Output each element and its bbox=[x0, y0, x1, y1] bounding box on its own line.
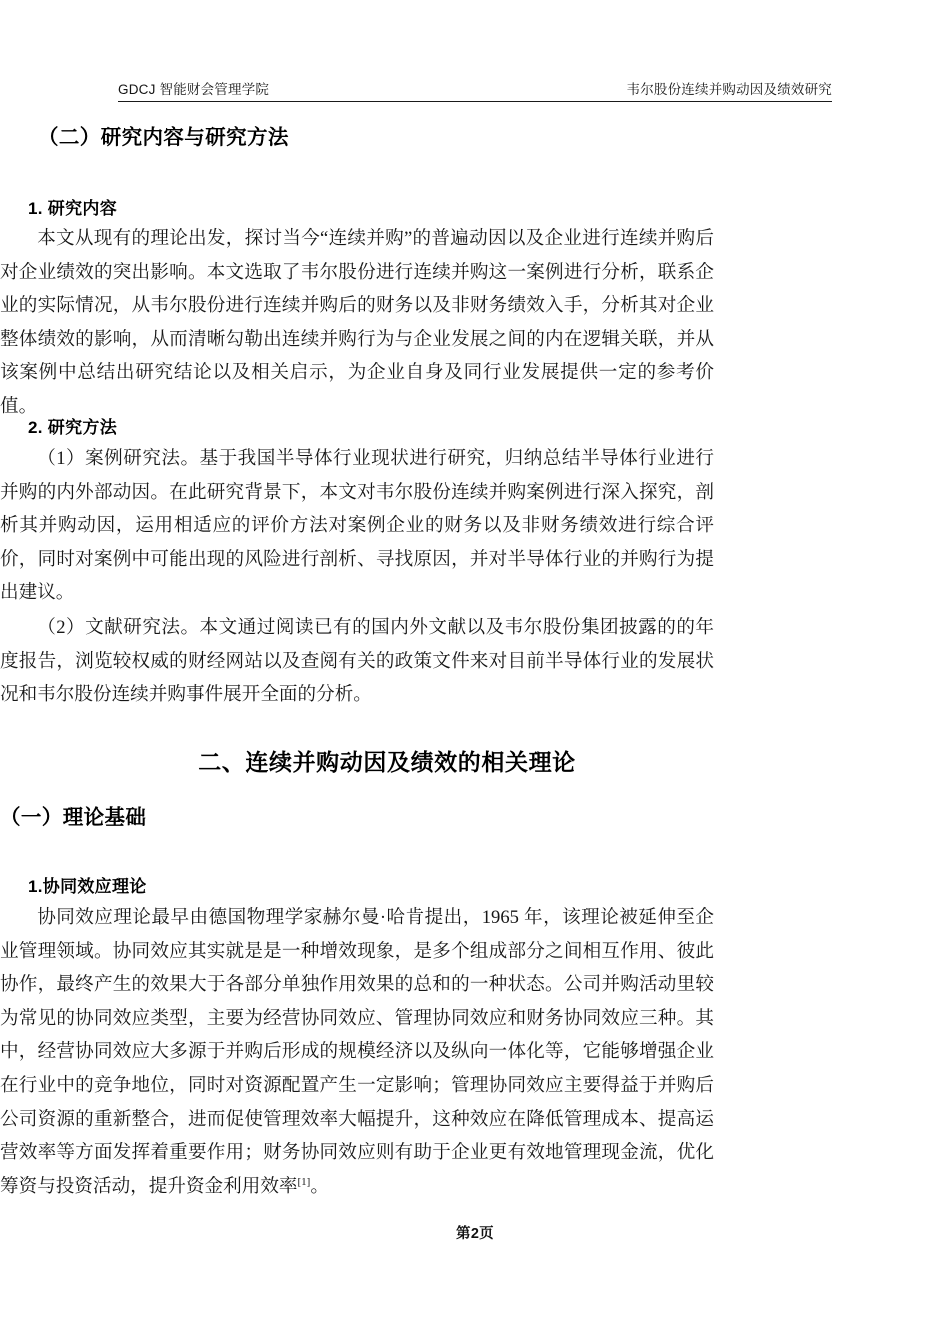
page-footer bbox=[0, 1222, 950, 1243]
paragraph-synergy-theory-text: 协同效应理论最早由德国物理学家赫尔曼·哈肯提出，1965 年，该理论被延伸至企业管理领域。协同效应其实就是是一种增效现象，是多个组成部分之间相互作用、彼此协作，最终产生的效果大于各部分单独作用效果的总和的一种状态。公司并购活动里较为常见的协同效应类型，主要为经营协同效应、管理协同效应和财务协同效应三种。其中，经营协同效应大多源于并购后形成的规模经济以及纵向一体化等，它能够增强企业在行业中的竞争地位，同时对资源配置产生一定影响；管理协同效应主要得益于并购后公司资源的重新整合，进而促使管理效率大幅提升，这种效应在降低管理成本、提高运营效率等方面发挥着重要作用；财务协同效应则有助于企业更有效地管理现金流，优化筹资与投资活动，提升资金利用效率 bbox=[0, 907, 714, 1197]
paragraph-synergy-theory bbox=[0, 901, 714, 1203]
section-heading-research-content-methods: （二）研究内容与研究方法 bbox=[38, 126, 289, 149]
subheading-research-methods: 2. 研究方法 bbox=[28, 418, 118, 437]
header-divider-rule bbox=[118, 101, 832, 102]
page-number-label: 第2页 bbox=[456, 1226, 494, 1242]
paragraph-research-content: 本文从现有的理论出发，探讨当今“连续并购”的普遍动因以及企业进行连续并购后对企业绩效的突出影响。本文选取了韦尔股份进行连续并购这一案例进行分析，联系企业的实际情况，从韦尔股份进行连续并购后的财务以及非财务绩效入手，分析其对企业整体绩效的影响，从而清晰勾勒出连续并购行为与企业发展之间的内在逻辑关联，并从该案例中总结出研究结论以及相关启示，为企业自身及同行业发展提供一定的参考价值。 bbox=[0, 228, 714, 417]
section-heading-theory-basis: （一）理论基础 bbox=[0, 806, 147, 829]
citation-marker-1[interactable]: [1] bbox=[297, 1175, 311, 1188]
section-heading-theory-basis-wrap bbox=[0, 800, 714, 830]
paragraph-research-content-wrap bbox=[0, 222, 714, 424]
header-left-title: GDCJ 智能财会管理学院 bbox=[118, 82, 270, 97]
subheading-research-methods-wrap bbox=[0, 413, 714, 438]
paragraph-case-study-method-wrap bbox=[0, 442, 714, 610]
page-header bbox=[118, 78, 832, 103]
header-right-title: 韦尔股份连续并购动因及绩效研究 bbox=[626, 82, 832, 97]
paragraph-synergy-theory-tail: 。 bbox=[310, 1175, 329, 1197]
paragraph-literature-method-wrap bbox=[0, 611, 714, 712]
chapter-heading-two: 二、连续并购动因及绩效的相关理论 bbox=[198, 749, 576, 775]
subheading-research-content-wrap bbox=[0, 194, 714, 219]
subheading-synergy-theory-wrap bbox=[0, 872, 714, 897]
subheading-research-content: 1. 研究内容 bbox=[28, 199, 118, 218]
chapter-heading-two-wrap bbox=[0, 744, 744, 777]
paragraph-case-study-method: （1）案例研究法。基于我国半导体行业现状进行研究，归纳总结半导体行业进行并购的内外部动因。在此研究背景下，本文对韦尔股份连续并购案例进行深入探究，剖析其并购动因，运用相适应的评价方法对案例企业的财务以及非财务绩效进行综合评价，同时对案例中可能出现的风险进行剖析、寻找原因，并对半导体行业的并购行为提出建议。 bbox=[0, 448, 714, 604]
paragraph-synergy-theory-wrap bbox=[0, 901, 714, 1203]
paragraph-literature-method: （2）文献研究法。本文通过阅读已有的国内外文献以及韦尔股份集团披露的的年度报告，浏览较权威的财经网站以及查阅有关的政策文件来对目前半导体行业的发展状况和韦尔股份连续并购事件展开全面的分析。 bbox=[0, 617, 714, 706]
subheading-synergy-theory: 1.协同效应理论 bbox=[28, 877, 147, 896]
section-heading-research-content-methods-wrap bbox=[0, 120, 714, 150]
